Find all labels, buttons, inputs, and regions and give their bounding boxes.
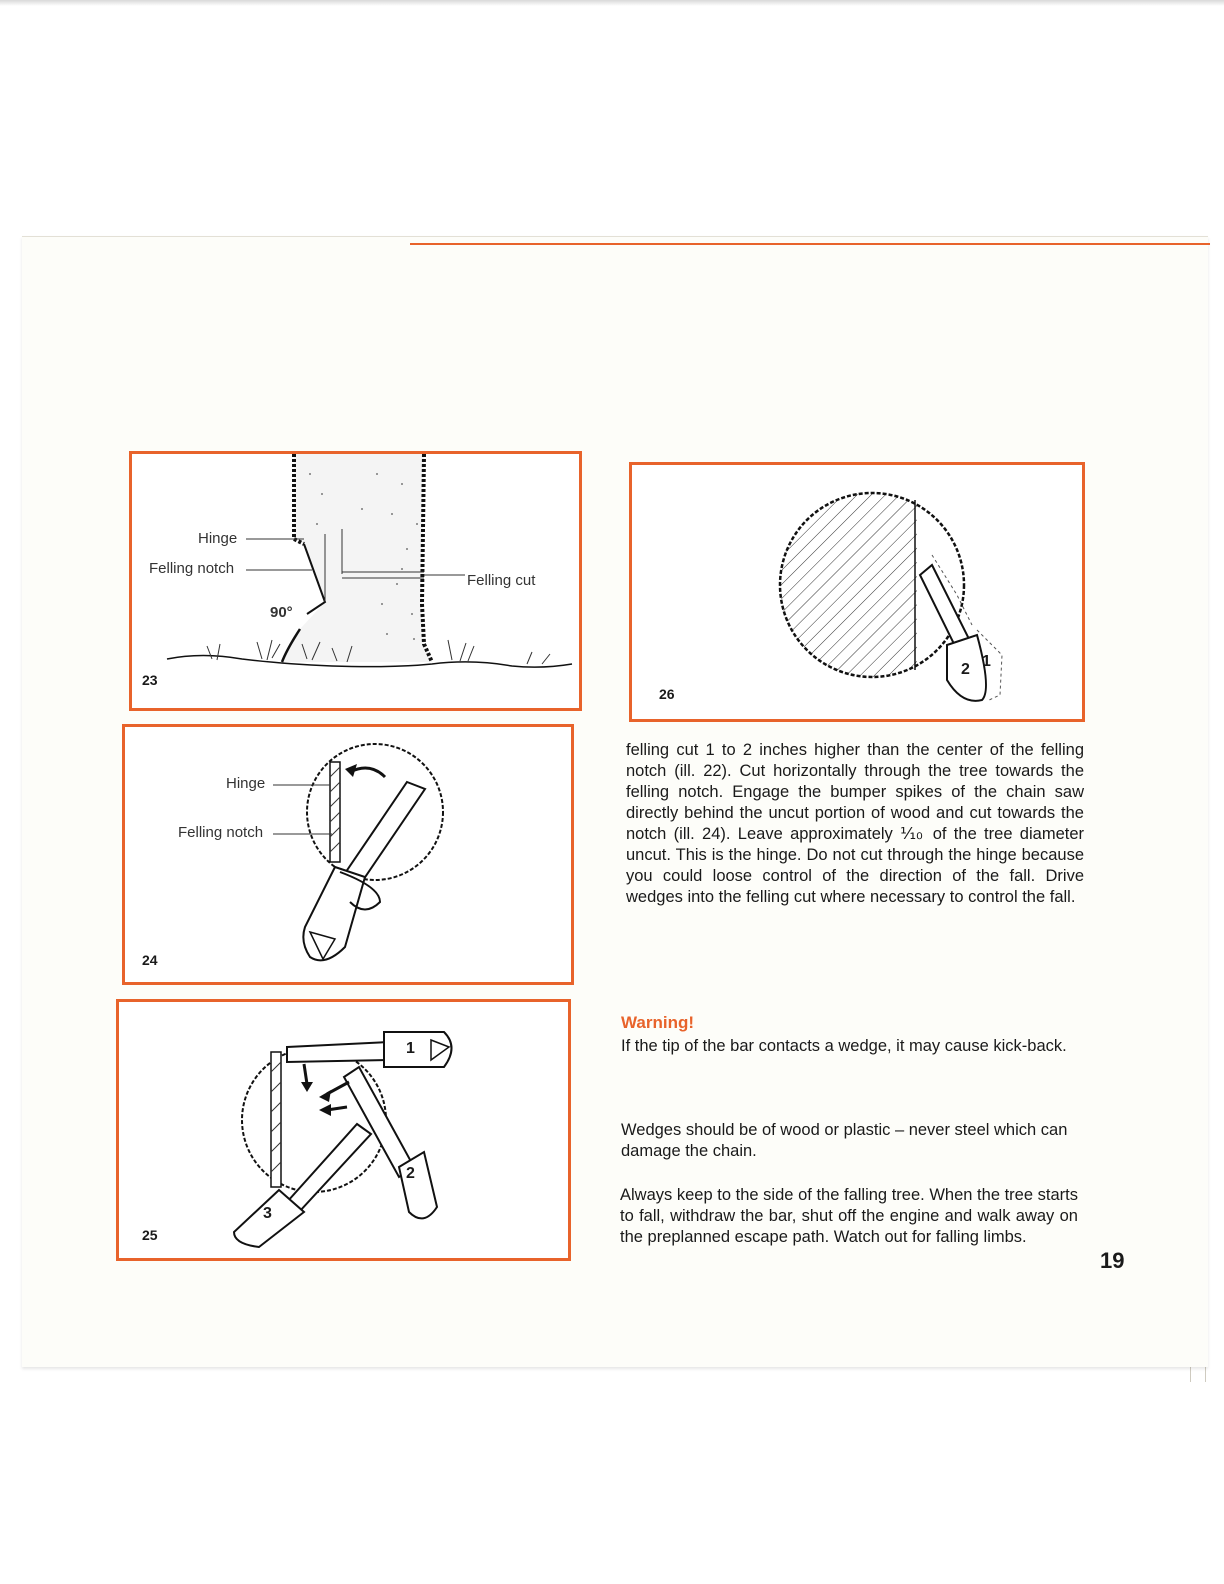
step-number: 2 (961, 661, 970, 678)
figure-number: 24 (142, 952, 158, 968)
page-number: 19 (1100, 1248, 1125, 1273)
warning-title: Warning! (621, 1013, 695, 1032)
figure-number: 25 (142, 1227, 158, 1243)
chainsaw-hinge-illustration (125, 727, 571, 982)
label-felling-cut: Felling cut (467, 572, 536, 589)
label-hinge: Hinge (226, 775, 266, 792)
chainsaw-sequence-illustration (119, 1002, 568, 1258)
label-hinge: Hinge (198, 530, 238, 547)
wedges-paragraph: Wedges should be of wood or plastic – never steel which can damage the chain. (621, 1121, 1068, 1160)
label-felling-notch: Felling notch (178, 824, 264, 841)
instructions-paragraph: felling cut 1 to 2 inches higher than the center of the felling notch (ill. 22). Cut horizontally through the tree towards the felling notch. Engage the bumper spikes of the chain saw directly behind the uncut portion of wood and cut towards the notch (ill. 24). Leave approximately ⅒ of the tree diameter uncut. This is the hinge. Do not cut through the hinge because you could loose control of the direction of the fall. Drive wedges into the felling cut where necessary to control the fall. (626, 741, 1084, 906)
figure-26 (629, 462, 1085, 722)
figure-24 (122, 724, 574, 985)
step-number: 1 (982, 653, 991, 670)
angle-label: 90° (270, 604, 293, 621)
step-number: 3 (263, 1205, 272, 1222)
step-number: 2 (406, 1165, 415, 1182)
safety-paragraph: Always keep to the side of the falling tree. When the tree starts to fall, withdraw the bar, shut off the engine and walk away on the preplanned escape path. Watch out for falling limbs. (620, 1186, 1078, 1246)
figure-23 (129, 451, 582, 711)
step-number: 1 (406, 1040, 415, 1057)
figure-number: 26 (659, 686, 675, 702)
cross-section-illustration (632, 465, 1082, 719)
label-felling-notch: Felling notch (149, 560, 235, 577)
warning-text: If the tip of the bar contacts a wedge, it may cause kick-back. (621, 1037, 1067, 1055)
figure-number: 23 (142, 672, 158, 688)
top-orange-rule (410, 243, 1210, 245)
figure-25 (116, 999, 571, 1261)
scan-top-edge (0, 0, 1224, 6)
